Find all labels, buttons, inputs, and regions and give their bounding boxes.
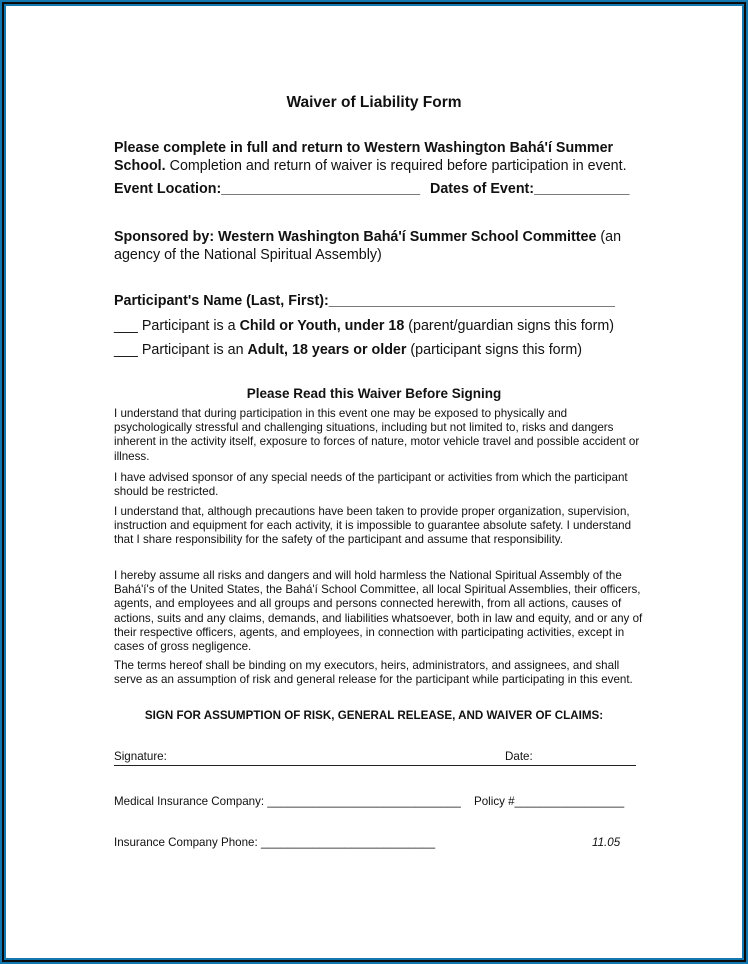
form-title: Waiver of Liability Form [286, 94, 462, 111]
form-version: 11.05 [592, 836, 621, 849]
adult-option-prefix: ___ Participant is an [114, 342, 248, 358]
child-option-bold: Child or Youth, under 18 [239, 318, 405, 334]
sponsor-rest: (an [596, 229, 622, 245]
waiver-paragraph-4: I hereby assume all risks and dangers and will hold harmless the National Spiritual Assembly of the Bahá'í's of the United States, the Bahá'í School Committee, all local Spiritual Assemblies, their officers, agents, and employees and all groups and persons connected herewith, from all actions, causes of actions, suits and any claims, demands, and liabilities whatsoever, both in law and equity, and or any of their respective officers, agents, and employees, in connection with participating activities, except in cases of gross negligence. [114, 569, 643, 654]
signature-line[interactable] [114, 765, 636, 766]
sign-heading: SIGN FOR ASSUMPTION OF RISK, GENERAL RELEASE, AND WAIVER OF CLAIMS: [144, 709, 604, 722]
waiver-paragraph-3: I understand that, although precautions have been taken to provide proper organization, supervision, instruction and equipment for each activity, it is impossible to guarantee absolute safety. I understand that I share responsibility for the safety of the participant and assume that responsibility. [114, 505, 632, 547]
participant-name-field[interactable]: Participant's Name (Last, First):____________________________________ [114, 293, 615, 309]
sponsor-bold: Sponsored by: Western Washington Bahá'í Summer School Committee [114, 229, 597, 245]
waiver-paragraph-2: I have advised sponsor of any special needs of the participant or activities from which the participant should be restricted. [114, 471, 628, 499]
waiver-paragraph-5: The terms hereof shall be binding on my executors, heirs, administrators, and assignees, and shall serve as an assumption of risk and general release for the participant while participating in this event. [114, 659, 633, 687]
child-option[interactable] [114, 318, 614, 334]
adult-option[interactable] [114, 342, 582, 358]
read-waiver-heading: Please Read this Waiver Before Signing [246, 386, 502, 401]
insurance-phone-field[interactable]: Insurance Company Phone: ___________________________ [114, 836, 436, 849]
child-option-suffix: (parent/guardian signs this form) [404, 318, 615, 334]
dates-of-event-field[interactable]: Dates of Event:____________ [430, 181, 630, 197]
adult-option-suffix: (participant signs this form) [406, 342, 583, 358]
intro-line-1: Please complete in full and return to Western Washington Bahá'í Summer [114, 140, 614, 156]
signature-label: Signature: [114, 750, 167, 763]
sponsor-line-1 [114, 229, 621, 245]
sponsor-line-2: agency of the National Spiritual Assembly) [114, 247, 382, 263]
intro-line-2 [114, 158, 627, 174]
medical-insurance-field[interactable]: Medical Insurance Company: ______________________________ [114, 795, 461, 808]
date-label: Date: [505, 750, 533, 763]
waiver-paragraph-1: I understand that during participation in this event one may be exposed to physically and psychologically stressful and challenging situations, including but not limited to, risks and dangers inherent in the activity itself, exposure to forces of nature, motor vehicle travel and possible accident or illness. [114, 407, 640, 463]
intro-rest: Completion and return of waiver is required before participation in event. [165, 158, 627, 174]
policy-field[interactable]: Policy #_________________ [474, 795, 625, 808]
intro-bold: School. [114, 158, 166, 174]
event-location-field[interactable]: Event Location:_________________________ [114, 181, 421, 197]
adult-option-bold: Adult, 18 years or older [247, 342, 407, 358]
child-option-prefix: ___ Participant is a [114, 318, 240, 334]
